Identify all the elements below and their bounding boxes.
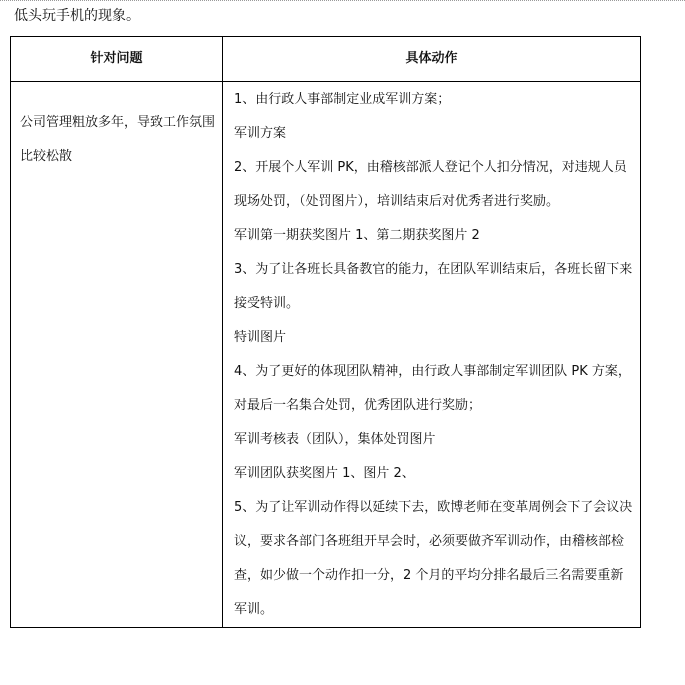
column-header-actions: 具体动作 — [223, 37, 641, 82]
column-header-problem: 针对问题 — [11, 37, 223, 82]
action-item: 特训图片 — [234, 330, 287, 345]
table-row — [11, 82, 641, 628]
action-item: 2、开展个人军训 PK，由稽核部派人登记个人扣分情况，对违规人员现场处罚，（处罚图片），培训结束后对优秀者进行奖励。 — [234, 160, 627, 209]
action-item: 3、为了让各班长具备教官的能力，在团队军训结束后，各班长留下来接受特训。 — [234, 262, 633, 311]
page-top-border — [0, 0, 685, 1]
problem-cell — [11, 82, 223, 628]
action-item: 4、为了更好的体现团队精神，由行政人事部制定军训团队 PK 方案，对最后一名集合处罚，优秀团队进行奖励； — [234, 364, 631, 413]
table-header-row — [11, 37, 641, 82]
action-item: 5、为了让军训动作得以延续下去，欧博老师在变革周例会下了会议决议，要求各部门各班组开早会时，必须要做齐军训动作，由稽核部检查，如少做一个动作扣一分，2 个月的平均分排名最后三名需要重新军训。 — [234, 500, 633, 617]
action-item: 军训第一期获奖图片 1、第二期获奖图片 2 — [234, 228, 480, 243]
intro-text: 低头玩手机的现象。 — [14, 8, 140, 24]
action-item: 军训团队获奖图片 1、图片 2、 — [234, 466, 415, 481]
action-item: 军训考核表（团队），集体处罚图片 — [234, 432, 436, 447]
action-plan-table — [10, 36, 641, 628]
actions-cell — [223, 82, 641, 628]
problem-text: 公司管理粗放多年，导致工作氛围比较松散 — [20, 115, 216, 164]
action-item: 1、由行政人事部制定业成军训方案； — [234, 92, 451, 107]
action-item: 军训方案 — [234, 126, 287, 141]
